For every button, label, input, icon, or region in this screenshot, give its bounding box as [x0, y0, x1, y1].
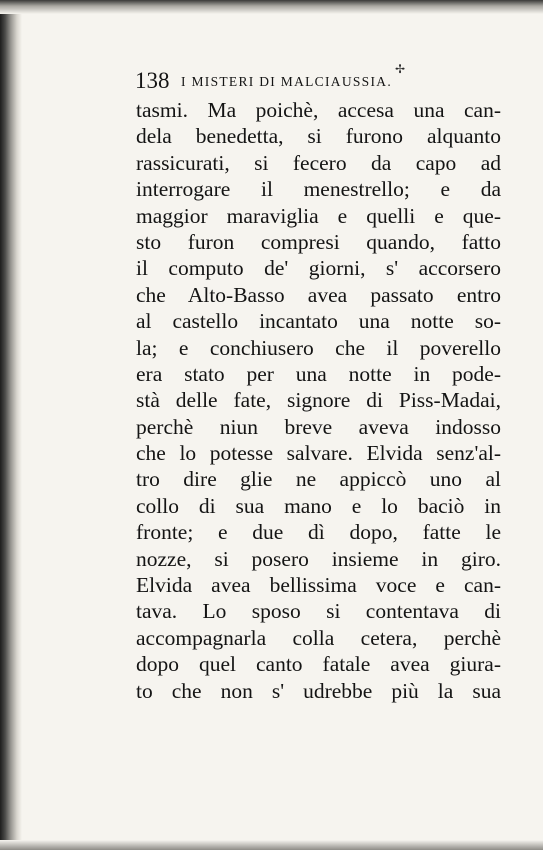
text-line-14: che lo potesse salvare. Elvida senz'al- — [136, 441, 501, 466]
text-line-4: interrogare il menestrello; e da — [136, 177, 501, 202]
text-line-9: al castello incantato una notte so- — [136, 309, 501, 334]
text-line-2: dela benedetta, si furono alquanto — [136, 124, 501, 149]
text-line-12: stà delle fate, signore di Piss-Madai, — [136, 388, 501, 413]
text-line-5: maggior maraviglia e quelli e que- — [136, 203, 501, 228]
text-line-21: accompagnarla colla cetera, perchè — [136, 625, 501, 650]
running-title: I MISTERI DI MALCIAUSSIA. — [181, 74, 392, 89]
text-line-22: dopo quel canto fatale avea giura- — [136, 652, 501, 677]
print-mark-icon: ✢ — [395, 62, 406, 76]
text-line-11: era stato per una notte in pode- — [136, 361, 501, 386]
text-line-15: tro dire glie ne appiccò uno al — [136, 467, 501, 492]
page-header — [135, 68, 495, 94]
binding-shadow — [0, 0, 22, 850]
text-line-13: perchè niun breve aveva indosso — [136, 414, 501, 439]
text-line-18: nozze, si posero insieme in giro. — [136, 546, 501, 571]
bottom-page-edge — [0, 840, 543, 850]
body-text — [136, 97, 501, 704]
text-line-6: sto furon compresi quando, fatto — [136, 229, 501, 254]
top-page-edge — [0, 0, 543, 14]
text-line-17: fronte; e due dì dopo, fatte le — [136, 520, 501, 545]
text-line-23: to che non s' udrebbe più la sua — [136, 678, 501, 703]
text-line-1: tasmi. Ma poichè, accesa una can- — [136, 98, 501, 122]
page-number: 138 — [135, 68, 170, 93]
text-line-20: tava. Lo sposo si contentava di — [136, 599, 501, 624]
text-line-10: la; e conchiusero che il poverello — [136, 335, 501, 360]
text-line-8: che Alto-Basso avea passato entro — [136, 282, 501, 307]
text-line-3: rassicurati, si fecero da capo ad — [136, 150, 501, 175]
text-line-19: Elvida avea bellissima voce e can- — [136, 573, 501, 598]
text-line-7: il computo de' giorni, s' accorsero — [136, 256, 501, 281]
text-line-16: collo di sua mano e lo baciò in — [136, 493, 501, 518]
